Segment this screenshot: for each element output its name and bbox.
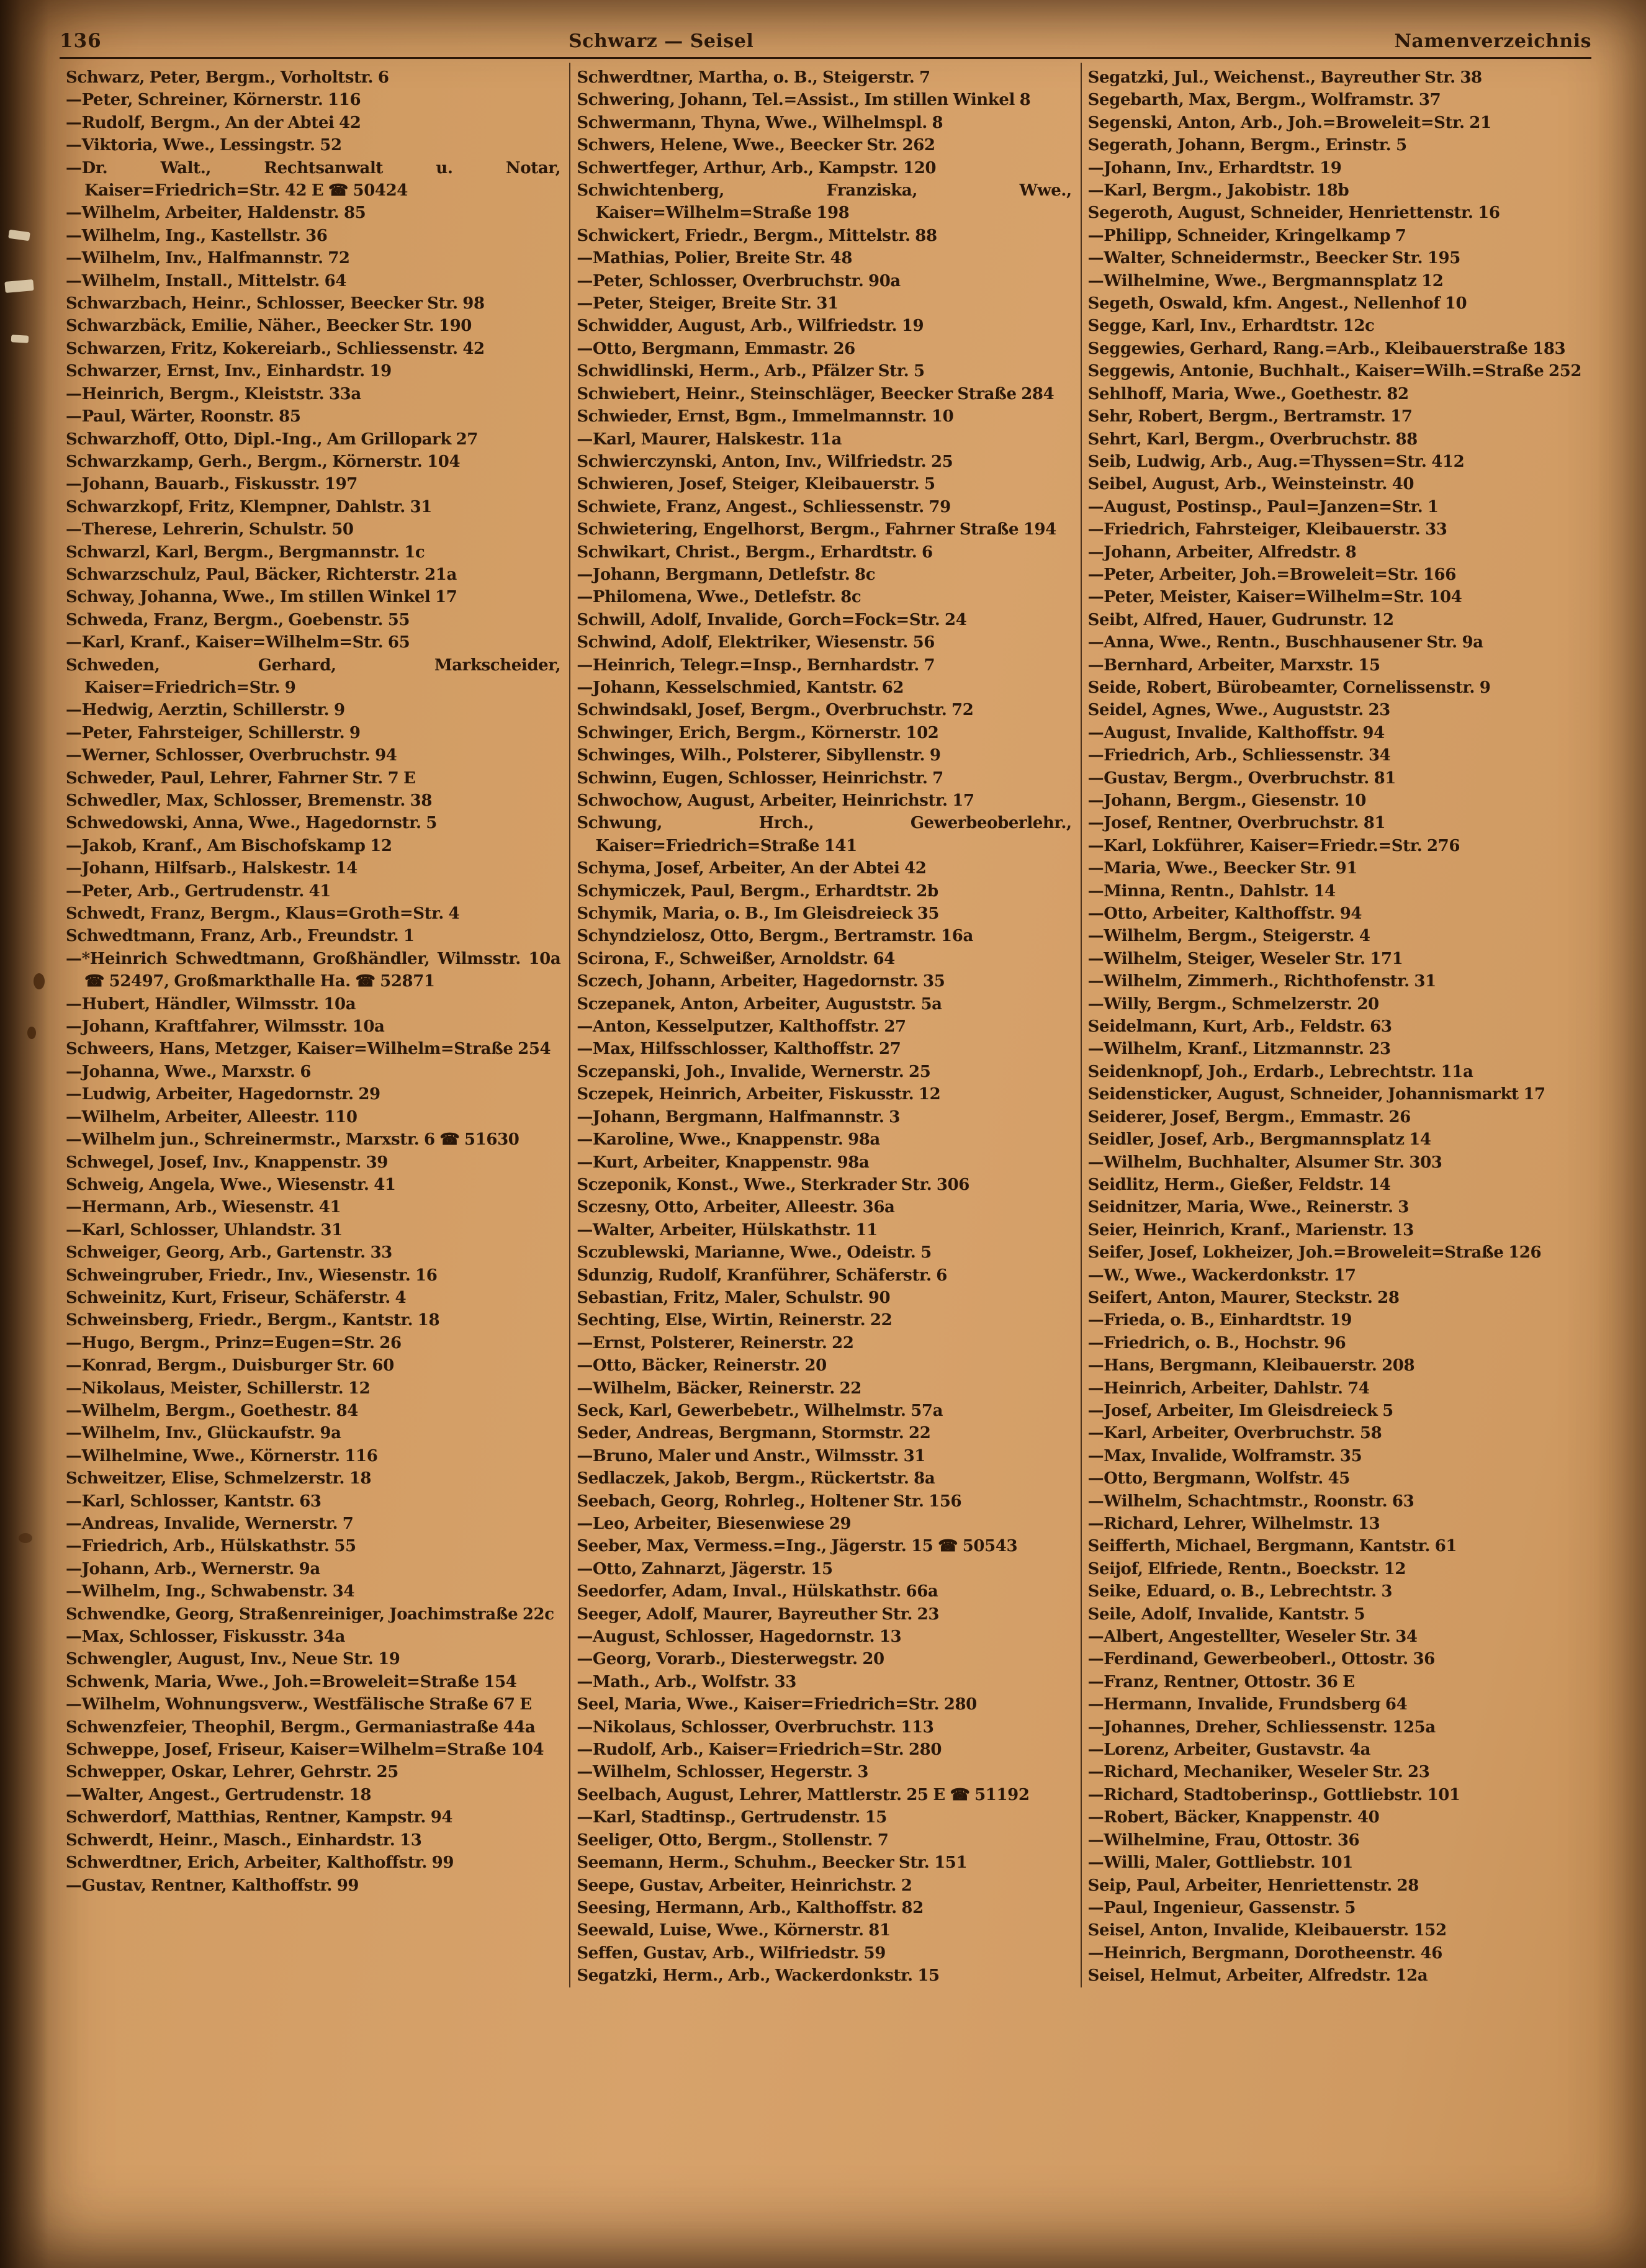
directory-entry: Schwarzen, Fritz, Kokereiarb., Schliessenstr. 42: [66, 339, 485, 358]
directory-entry: —Maria, Wwe., Beecker Str. 91: [1087, 859, 1358, 878]
directory-entry: Sehlhoff, Maria, Wwe., Goethestr. 82: [1087, 384, 1409, 403]
directory-entry: Schway, Johanna, Wwe., Im stillen Winkel 17: [66, 588, 457, 607]
directory-entry: —Otto, Zahnarzt, Jägerstr. 15: [577, 1559, 833, 1578]
directory-entry: —Willi, Maler, Gottliebstr. 101: [1087, 1853, 1353, 1873]
directory-entry: Seggewis, Antonie, Buchhalt., Kaiser=Wilh.=Straße 252: [1087, 362, 1582, 381]
directory-entry: —Hermann, Invalide, Frundsberg 64: [1087, 1695, 1408, 1714]
directory-entry: Schymiczek, Paul, Bergm., Erhardtstr. 2b: [577, 881, 938, 901]
directory-entry: Sczublewski, Marianne, Wwe., Odeistr. 5: [577, 1243, 932, 1262]
directory-entry: Seeber, Max, Vermess.=Ing., Jägerstr. 15 ☎ 50543: [577, 1537, 1018, 1556]
directory-entry: Schweppe, Josef, Friseur, Kaiser=Wilhelm=Straße 104: [66, 1740, 544, 1760]
directory-entry: Schwedtmann, Franz, Arb., Freundstr. 1: [66, 927, 415, 946]
directory-entry: Sebastian, Fritz, Maler, Schulstr. 90: [577, 1288, 891, 1307]
directory-entry: —Josef, Rentner, Overbruchstr. 81: [1087, 814, 1386, 833]
directory-entry: Schwochow, August, Arbeiter, Heinrichstr. 17: [577, 791, 974, 810]
directory-entry: —Johann, Bergm., Giesenstr. 10: [1087, 791, 1366, 810]
directory-entry: —Johann, Bergmann, Detlefstr. 8c: [577, 565, 876, 584]
directory-entry: Schwarzhoff, Otto, Dipl.-Ing., Am Grillopark 27: [66, 430, 478, 449]
directory-entry: —Peter, Schreiner, Körnerstr. 116: [66, 91, 361, 110]
directory-entry: —Frieda, o. B., Einhardtstr. 19: [1087, 1311, 1352, 1330]
directory-entry: —Karl, Kranf., Kaiser=Wilhelm=Str. 65: [66, 633, 410, 652]
directory-entry: Seidlitz, Herm., Gießer, Feldstr. 14: [1087, 1175, 1391, 1194]
directory-entry: Schweers, Hans, Metzger, Kaiser=Wilhelm=Straße 254: [66, 1040, 551, 1059]
directory-entry: Seeger, Adolf, Maurer, Bayreuther Str. 23: [577, 1604, 940, 1624]
directory-entry: Schweda, Franz, Bergm., Goebenstr. 55: [66, 610, 410, 629]
directory-entry: Seile, Adolf, Invalide, Kantstr. 5: [1087, 1604, 1365, 1624]
directory-entry: Seidel, Agnes, Wwe., Auguststr. 23: [1087, 701, 1390, 720]
directory-entry: Schwill, Adolf, Invalide, Gorch=Fock=Str. 24: [577, 610, 967, 629]
directory-entry: Schwerdtner, Martha, o. B., Steigerstr. 7: [577, 68, 930, 87]
directory-entry: —Karl, Schlosser, Uhlandstr. 31: [66, 1220, 343, 1240]
directory-entry: Sczepanek, Anton, Arbeiter, Auguststr. 5a: [577, 994, 942, 1014]
directory-entry: Segatzki, Jul., Weichenst., Bayreuther Str. 38: [1087, 68, 1482, 87]
directory-entry: Schwiebert, Heinr., Steinschläger, Beecker Straße 284: [577, 384, 1055, 403]
directory-entry: —Johann, Arbeiter, Alfredstr. 8: [1087, 542, 1357, 562]
directory-entry: Seffen, Gustav, Arb., Wilfriedstr. 59: [577, 1943, 886, 1963]
directory-entry: —Wilhelm, Bergm., Steigerstr. 4: [1087, 927, 1370, 946]
directory-entry: Segeth, Oswald, kfm. Angest., Nellenhof 10: [1087, 294, 1467, 313]
directory-entry: Schwietering, Engelhorst, Bergm., Fahrner Straße 194: [577, 520, 1056, 539]
directory-column-2: [569, 63, 1080, 1987]
directory-entry: —Paul, Ingenieur, Gassenstr. 5: [1087, 1898, 1356, 1917]
directory-entry: —Wilhelmine, Wwe., Körnerstr. 116: [66, 1446, 378, 1465]
directory-entry: Seiderer, Josef, Bergm., Emmastr. 26: [1087, 1107, 1411, 1127]
directory-entry: —Anna, Wwe., Rentn., Buschhausener Str. 9a: [1087, 633, 1483, 652]
directory-entry: Seidnitzer, Maria, Wwe., Reinerstr. 3: [1087, 1198, 1409, 1217]
directory-entry: Seepe, Gustav, Arbeiter, Heinrichstr. 2: [577, 1876, 912, 1895]
directory-entry: —August, Postinsp., Paul=Janzen=Str. 1: [1087, 497, 1439, 516]
directory-entry: Schwering, Johann, Tel.=Assist., Im stillen Winkel 8: [577, 91, 1031, 110]
directory-entry: Schweitzer, Elise, Schmelzerstr. 18: [66, 1469, 372, 1488]
directory-entry: —Otto, Arbeiter, Kalthoffstr. 94: [1087, 904, 1362, 924]
directory-entry: —Johann, Kesselschmied, Kantstr. 62: [577, 678, 904, 697]
directory-entry: Seibt, Alfred, Hauer, Gudrunstr. 12: [1087, 610, 1394, 629]
directory-entry: Seidelmann, Kurt, Arb., Feldstr. 63: [1087, 1017, 1392, 1037]
directory-entry: —Johanna, Wwe., Marxstr. 6: [66, 1062, 312, 1081]
directory-entry: Seggewies, Gerhard, Rang.=Arb., Kleibauerstraße 183: [1087, 339, 1566, 358]
directory-entry: Sechting, Else, Wirtin, Reinerstr. 22: [577, 1311, 893, 1330]
directory-entry: —Heinrich, Bergmann, Dorotheenstr. 46: [1087, 1943, 1442, 1963]
directory-entry: Segerath, Johann, Bergm., Erinstr. 5: [1087, 136, 1407, 155]
directory-entry: Schwarzkamp, Gerh., Bergm., Körnerstr. 104: [66, 452, 461, 471]
directory-entry: —Max, Hilfsschlosser, Kalthoffstr. 27: [577, 1040, 901, 1059]
directory-entry: —Mathias, Polier, Breite Str. 48: [577, 249, 853, 268]
directory-entry: Schwinger, Erich, Bergm., Körnerstr. 102: [577, 723, 939, 742]
directory-entry: —Philipp, Schneider, Kringelkamp 7: [1087, 226, 1406, 245]
directory-entry: Segge, Karl, Inv., Erhardtstr. 12c: [1087, 317, 1375, 336]
directory-entry: —Wilhelm, Arbeiter, Alleestr. 110: [66, 1107, 358, 1127]
directory-entry: —Friedrich, Fahrsteiger, Kleibauerstr. 33: [1087, 520, 1447, 539]
directory-entry: Seisel, Helmut, Arbeiter, Alfredstr. 12a: [1087, 1966, 1428, 1986]
directory-entry: —Johann, Hilfsarb., Halskestr. 14: [66, 859, 358, 878]
directory-entry: —Paul, Wärter, Roonstr. 85: [66, 407, 301, 426]
directory-entry: —Georg, Vorarb., Diesterwegstr. 20: [577, 1650, 884, 1669]
directory-entry: Schweden, Gerhard, Markscheider, Kaiser=Friedrich=Str. 9: [66, 655, 561, 697]
directory-entry: —Rudolf, Bergm., An der Abtei 42: [66, 113, 361, 132]
directory-entry: —Josef, Arbeiter, Im Gleisdreieck 5: [1087, 1401, 1393, 1420]
directory-entry: Schwinges, Wilh., Polsterer, Sibyllenstr. 9: [577, 746, 941, 765]
directory-entry: Seeliger, Otto, Bergm., Stollenstr. 7: [577, 1830, 889, 1850]
directory-entry: —Karl, Maurer, Halskestr. 11a: [577, 430, 842, 449]
directory-entry: Seesing, Hermann, Arb., Kalthoffstr. 82: [577, 1898, 924, 1917]
directory-entry: —Hugo, Bergm., Prinz=Eugen=Str. 26: [66, 1333, 402, 1352]
directory-entry: Seebach, Georg, Rohrleg., Holtener Str. 156: [577, 1492, 962, 1511]
page-title: Schwarz — Seisel: [568, 30, 754, 52]
directory-entry: —Robert, Bäcker, Knappenstr. 40: [1087, 1808, 1380, 1827]
directory-entry: Sedlaczek, Jakob, Bergm., Rückertstr. 8a: [577, 1469, 935, 1488]
directory-entry: Segatzki, Herm., Arb., Wackerdonkstr. 15: [577, 1966, 940, 1986]
directory-entry: —Karl, Arbeiter, Overbruchstr. 58: [1087, 1424, 1382, 1443]
directory-entry: —Wilhelm, Steiger, Weseler Str. 171: [1087, 949, 1403, 968]
directory-entry: —Philomena, Wwe., Detlefstr. 8c: [577, 588, 861, 607]
directory-entry: —Hermann, Arb., Wiesenstr. 41: [66, 1198, 341, 1217]
directory-column-3: [1081, 63, 1591, 1987]
directory-entry: —Karoline, Wwe., Knappenstr. 98a: [577, 1130, 880, 1150]
directory-entry: —Wilhelm, Wohnungsverw., Westfälische Straße 67 E: [66, 1695, 532, 1714]
directory-entry: —Albert, Angestellter, Weseler Str. 34: [1087, 1627, 1418, 1647]
directory-entry: Schwarzl, Karl, Bergm., Bergmannstr. 1c: [66, 542, 425, 562]
directory-entry: Seemann, Herm., Schuhm., Beecker Str. 151: [577, 1853, 968, 1873]
directory-entry: Schwieren, Josef, Steiger, Kleibauerstr. 5: [577, 475, 935, 494]
directory-entry: Schweinsberg, Friedr., Bergm., Kantstr. 18: [66, 1311, 440, 1330]
directory-entry: Schwenzfeier, Theophil, Bergm., Germaniastraße 44a: [66, 1717, 536, 1737]
directory-entry: Seder, Andreas, Bergmann, Stormstr. 22: [577, 1424, 931, 1443]
directory-entry: —August, Schlosser, Hagedornstr. 13: [577, 1627, 902, 1647]
directory-entry: Schwermann, Thyna, Wwe., Wilhelmspl. 8: [577, 113, 943, 132]
directory-entry: —Wilhelm, Inv., Glückaufstr. 9a: [66, 1424, 341, 1443]
directory-entry: Schwedowski, Anna, Wwe., Hagedornstr. 5: [66, 814, 437, 833]
directory-entry: Sczech, Johann, Arbeiter, Hagedornstr. 35: [577, 972, 945, 991]
directory-entry: —Richard, Mechaniker, Weseler Str. 23: [1087, 1763, 1430, 1782]
directory-entry: Schweingruber, Friedr., Inv., Wiesenstr. 16: [66, 1266, 438, 1285]
directory-entry: Schweiger, Georg, Arb., Gartenstr. 33: [66, 1243, 392, 1262]
directory-entry: Sehr, Robert, Bergm., Bertramstr. 17: [1087, 407, 1413, 426]
directory-entry: Schwarz, Peter, Bergm., Vorholtstr. 6: [66, 68, 389, 87]
page-header: [60, 30, 1591, 59]
directory-entry: Seewald, Luise, Wwe., Körnerstr. 81: [577, 1921, 891, 1940]
directory-entry: —Jakob, Kranf., Am Bischofskamp 12: [66, 836, 392, 855]
directory-entry: Schwinn, Eugen, Schlosser, Heinrichstr. 7: [577, 768, 943, 788]
directory-entry: —Richard, Stadtoberinsp., Gottliebstr. 101: [1087, 1785, 1460, 1804]
directory-entry: —Nikolaus, Meister, Schillerstr. 12: [66, 1379, 371, 1398]
directory-entry: Schwind, Adolf, Elektriker, Wiesenstr. 56: [577, 633, 935, 652]
directory-entry: —Karl, Lokführer, Kaiser=Friedr.=Str. 276: [1087, 836, 1460, 855]
directory-entry: —Willy, Bergm., Schmelzerstr. 20: [1087, 994, 1379, 1014]
directory-entry: Seike, Eduard, o. B., Lebrechtstr. 3: [1087, 1582, 1393, 1601]
directory-entry: Schyndzielosz, Otto, Bergm., Bertramstr. 16a: [577, 927, 973, 946]
directory-entry: Seidenknopf, Joh., Erdarb., Lebrechtstr. 11a: [1087, 1062, 1473, 1081]
directory-entry: —Wilhelm, Ing., Schwabenstr. 34: [66, 1582, 355, 1601]
directory-entry: Seifferth, Michael, Bergmann, Kantstr. 61: [1087, 1537, 1457, 1556]
directory-entry: Seck, Karl, Gewerbebetr., Wilhelmstr. 57a: [577, 1401, 943, 1420]
directory-entry: —Johannes, Dreher, Schliessenstr. 125a: [1087, 1717, 1436, 1737]
directory-entry: —Viktoria, Wwe., Lessingstr. 52: [66, 136, 342, 155]
directory-entry: Schwikart, Christ., Bergm., Erhardtstr. 6: [577, 542, 933, 562]
directory-entry: —Johann, Arb., Wernerstr. 9a: [66, 1559, 320, 1578]
directory-entry: Sczesny, Otto, Arbeiter, Alleestr. 36a: [577, 1198, 895, 1217]
directory-entry: —Gustav, Rentner, Kalthoffstr. 99: [66, 1876, 359, 1895]
directory-entry: Schwidlinski, Herm., Arb., Pfälzer Str. 5: [577, 362, 925, 381]
directory-entry: —Otto, Bäcker, Reinerstr. 20: [577, 1356, 827, 1375]
directory-entry: —Otto, Bergmann, Emmastr. 26: [577, 339, 855, 358]
directory-entry: —Max, Invalide, Wolframstr. 35: [1087, 1446, 1362, 1465]
directory-entry: —Bruno, Maler und Anstr., Wilmsstr. 31: [577, 1446, 925, 1465]
directory-entry: Seedorfer, Adam, Inval., Hülskathstr. 66a: [577, 1582, 938, 1601]
directory-entry: Schyma, Josef, Arbeiter, An der Abtei 42: [577, 859, 927, 878]
directory-entry: Seib, Ludwig, Arb., Aug.=Thyssen=Str. 412: [1087, 452, 1465, 471]
directory-entry: —Werner, Schlosser, Overbruchstr. 94: [66, 746, 397, 765]
directory-entry: Seelbach, August, Lehrer, Mattlerstr. 25 E ☎ 51192: [577, 1785, 1030, 1804]
directory-entry: Scirona, F., Schweißer, Arnoldstr. 64: [577, 949, 895, 968]
directory-entry: —Ludwig, Arbeiter, Hagedornstr. 29: [66, 1085, 380, 1104]
section-title: Namenverzeichnis: [1394, 30, 1591, 52]
ink-stain: [34, 973, 45, 989]
directory-entry: —Leo, Arbeiter, Biesenwiese 29: [577, 1514, 852, 1533]
directory-entry: —Heinrich, Bergm., Kleiststr. 33a: [66, 384, 361, 403]
directory-entry: —Bernhard, Arbeiter, Marxstr. 15: [1087, 655, 1380, 675]
directory-entry: —Wilhelm, Buchhalter, Alsumer Str. 303: [1087, 1153, 1442, 1172]
directory-entry: Schwiete, Franz, Angest., Schliessenstr. 79: [577, 497, 951, 516]
directory-entry: —Friedrich, Arb., Schliessenstr. 34: [1087, 746, 1391, 765]
directory-entry: —Wilhelm, Install., Mittelstr. 64: [66, 271, 347, 290]
directory-entry: —Lorenz, Arbeiter, Gustavstr. 4a: [1087, 1740, 1371, 1760]
directory-entry: —Hubert, Händler, Wilmsstr. 10a: [66, 994, 356, 1014]
directory-entry: Schwers, Helene, Wwe., Beecker Str. 262: [577, 136, 935, 155]
directory-entry: —Richard, Lehrer, Wilhelmstr. 13: [1087, 1514, 1380, 1533]
directory-entry: —Math., Arb., Wolfstr. 33: [577, 1672, 796, 1691]
directory-entry: —Karl, Bergm., Jakobistr. 18b: [1087, 181, 1349, 200]
directory-entry: —Peter, Fahrsteiger, Schillerstr. 9: [66, 723, 361, 742]
directory-entry: —Johann, Bauarb., Fiskusstr. 197: [66, 475, 358, 494]
directory-entry: —Hans, Bergmann, Kleibauerstr. 208: [1087, 1356, 1415, 1375]
ink-stain: [27, 1027, 36, 1039]
directory-entry: —Konrad, Bergm., Duisburger Str. 60: [66, 1356, 394, 1375]
directory-entry: —Nikolaus, Schlosser, Overbruchstr. 113: [577, 1717, 934, 1737]
directory-entry: —Ernst, Polsterer, Reinerstr. 22: [577, 1333, 854, 1352]
directory-entry: Schwierczynski, Anton, Inv., Wilfriedstr. 25: [577, 452, 953, 471]
directory-entry: —Peter, Schlosser, Overbruchstr. 90a: [577, 271, 901, 290]
directory-entry: —*Heinrich Schwedtmann, Großhändler, Wilmsstr. 10a ☎ 52497, Großmarkthalle Ha. ☎ 52871: [66, 949, 561, 991]
directory-entry: Seip, Paul, Arbeiter, Henriettenstr. 28: [1087, 1876, 1419, 1895]
directory-entry: —Wilhelm, Arbeiter, Haldenstr. 85: [66, 204, 366, 223]
directory-entry: Schwidder, August, Arb., Wilfriedstr. 19: [577, 317, 924, 336]
directory-entry: Sczepek, Heinrich, Arbeiter, Fiskusstr. 12: [577, 1085, 941, 1104]
directory-entry: Seidler, Josef, Arb., Bergmannsplatz 14: [1087, 1130, 1431, 1150]
directory-entry: Schwarzer, Ernst, Inv., Einhardstr. 19: [66, 362, 392, 381]
directory-entry: —Walter, Arbeiter, Hülskathstr. 11: [577, 1220, 878, 1240]
directory-entry: —Heinrich, Arbeiter, Dahlstr. 74: [1087, 1379, 1370, 1398]
directory-entry: Seifert, Anton, Maurer, Steckstr. 28: [1087, 1288, 1400, 1307]
directory-entry: —Wilhelm, Zimmerh., Richthofenstr. 31: [1087, 972, 1436, 991]
directory-entry: Segebarth, Max, Bergm., Wolframstr. 37: [1087, 91, 1441, 110]
directory-entry: Schwendke, Georg, Straßenreiniger, Joachimstraße 22c: [66, 1604, 554, 1624]
directory-entry: Schwegel, Josef, Inv., Knappenstr. 39: [66, 1153, 388, 1172]
directory-entry: —Karl, Stadtinsp., Gertrudenstr. 15: [577, 1808, 887, 1827]
directory-entry: Schymik, Maria, o. B., Im Gleisdreieck 35: [577, 904, 940, 924]
directory-entry: Seibel, August, Arb., Weinsteinstr. 40: [1087, 475, 1414, 494]
directory-entry: Schwerdorf, Matthias, Rentner, Kampstr. 94: [66, 1808, 453, 1827]
directory-entry: —Wilhelm, Ing., Kastellstr. 36: [66, 226, 328, 245]
directory-entry: Schwerdtner, Erich, Arbeiter, Kalthoffstr. 99: [66, 1853, 454, 1873]
directory-entry: —Dr. Walt., Rechtsanwalt u. Notar, Kaiser=Friedrich=Str. 42 E ☎ 50424: [66, 158, 561, 200]
directory-entry: —W., Wwe., Wackerdonkstr. 17: [1087, 1266, 1356, 1285]
directory-entry: —Peter, Steiger, Breite Str. 31: [577, 294, 839, 313]
directory-entry: Seidensticker, August, Schneider, Johannismarkt 17: [1087, 1085, 1545, 1104]
directory-entry: —Ferdinand, Gewerbeoberl., Ottostr. 36: [1087, 1650, 1435, 1669]
directory-entry: Schwertfeger, Arthur, Arb., Kampstr. 120: [577, 158, 937, 178]
directory-entry: Schwedt, Franz, Bergm., Klaus=Groth=Str. 4: [66, 904, 460, 924]
directory-entry: —Kurt, Arbeiter, Knappenstr. 98a: [577, 1153, 870, 1172]
directory-entry: —Johann, Kraftfahrer, Wilmsstr. 10a: [66, 1017, 385, 1037]
directory-entry: Sczeponik, Konst., Wwe., Sterkrader Str. 306: [577, 1175, 969, 1194]
directory-entry: Schwichtenberg, Franziska, Wwe., Kaiser=Wilhelm=Straße 198: [577, 181, 1072, 223]
directory-entry: —Heinrich, Telegr.=Insp., Bernhardstr. 7: [577, 655, 935, 675]
directory-entry: —Anton, Kesselputzer, Kalthoffstr. 27: [577, 1017, 906, 1037]
directory-entry: —Otto, Bergmann, Wolfstr. 45: [1087, 1469, 1350, 1488]
directory-entry: —Wilhelm, Schlosser, Hegerstr. 3: [577, 1763, 869, 1782]
directory-entry: Schwerdt, Heinr., Masch., Einhardstr. 13: [66, 1830, 422, 1850]
directory-entry: Schwickert, Friedr., Bergm., Mittelstr. 88: [577, 226, 937, 245]
directory-entry: —Peter, Arbeiter, Joh.=Broweleit=Str. 166: [1087, 565, 1456, 584]
directory-entry: —Walter, Schneidermstr., Beecker Str. 195: [1087, 249, 1460, 268]
directory-entry: —Max, Schlosser, Fiskusstr. 34a: [66, 1627, 345, 1647]
directory-entry: —Friedrich, Arb., Hülskathstr. 55: [66, 1537, 356, 1556]
directory-entry: Schwedler, Max, Schlosser, Bremenstr. 38: [66, 791, 433, 810]
directory-entry: —Franz, Rentner, Ottostr. 36 E: [1087, 1672, 1355, 1691]
directory-entry: —Rudolf, Arb., Kaiser=Friedrich=Str. 280: [577, 1740, 942, 1760]
directory-entry: Seifer, Josef, Lokheizer, Joh.=Broweleit=Straße 126: [1087, 1243, 1542, 1262]
directory-entry: Segeroth, August, Schneider, Henriettenstr. 16: [1087, 204, 1500, 223]
directory-entry: Schwengler, August, Inv., Neue Str. 19: [66, 1650, 400, 1669]
directory-entry: Sczepanski, Joh., Invalide, Wernerstr. 25: [577, 1062, 931, 1081]
directory-entry: —Wilhelmine, Frau, Ottostr. 36: [1087, 1830, 1360, 1850]
directory-entry: Seijof, Elfriede, Rentn., Boeckstr. 12: [1087, 1559, 1406, 1578]
directory-entry: —Gustav, Bergm., Overbruchstr. 81: [1087, 768, 1396, 788]
directory-entry: —Johann, Bergmann, Halfmannstr. 3: [577, 1107, 900, 1127]
directory-entry: Seier, Heinrich, Kranf., Marienstr. 13: [1087, 1220, 1414, 1240]
directory-entry: —Wilhelm, Kranf., Litzmannstr. 23: [1087, 1040, 1391, 1059]
directory-entry: —Friedrich, o. B., Hochstr. 96: [1087, 1333, 1346, 1352]
directory-entry: Seisel, Anton, Invalide, Kleibauerstr. 152: [1087, 1921, 1447, 1940]
directory-entry: —Walter, Angest., Gertrudenstr. 18: [66, 1785, 372, 1804]
ink-stain: [19, 1533, 32, 1543]
directory-entry: Schwarzschulz, Paul, Bäcker, Richterstr. 21a: [66, 565, 457, 584]
paper-chip-mark: [11, 335, 29, 343]
directory-entry: Schweinitz, Kurt, Friseur, Schäferstr. 4: [66, 1288, 407, 1307]
directory-entry: —Hedwig, Aerztin, Schillerstr. 9: [66, 701, 345, 720]
directory-entry: Seel, Maria, Wwe., Kaiser=Friedrich=Str. 280: [577, 1695, 977, 1714]
directory-entry: —Andreas, Invalide, Wernerstr. 7: [66, 1514, 354, 1533]
directory-entry: —Wilhelm, Bergm., Goethestr. 84: [66, 1401, 358, 1420]
directory-entry: —Johann, Inv., Erhardtstr. 19: [1087, 158, 1342, 178]
directory-entry: Schwarzkopf, Fritz, Klempner, Dahlstr. 31: [66, 497, 432, 516]
directory-entry: Seide, Robert, Bürobeamter, Cornelissenstr. 9: [1087, 678, 1491, 697]
directory-entry: —Wilhelm, Bäcker, Reinerstr. 22: [577, 1379, 861, 1398]
directory-entry: Schweder, Paul, Lehrer, Fahrner Str. 7 E: [66, 768, 416, 788]
directory-column-1: [60, 63, 569, 1987]
directory-entry: —Wilhelm, Inv., Halfmannstr. 72: [66, 249, 350, 268]
directory-entry: Segenski, Anton, Arb., Joh.=Broweleit=Str. 21: [1087, 113, 1491, 132]
directory-entry: Schwindsakl, Josef, Bergm., Overbruchstr. 72: [577, 701, 974, 720]
directory-entry: Schweig, Angela, Wwe., Wiesenstr. 41: [66, 1175, 396, 1194]
directory-entry: —Peter, Arb., Gertrudenstr. 41: [66, 881, 331, 901]
directory-entry: —Wilhelmine, Wwe., Bergmannsplatz 12: [1087, 271, 1444, 290]
directory-entry: —Karl, Schlosser, Kantstr. 63: [66, 1492, 322, 1511]
directory-entry: Schwenk, Maria, Wwe., Joh.=Broweleit=Straße 154: [66, 1672, 517, 1691]
directory-entry: —Wilhelm, Schachtmstr., Roonstr. 63: [1087, 1492, 1414, 1511]
directory-entry: Schwepper, Oskar, Lehrer, Gehrstr. 25: [66, 1763, 398, 1782]
directory-entry: Sdunzig, Rudolf, Kranführer, Schäferstr. 6: [577, 1266, 947, 1285]
directory-entry: —August, Invalide, Kalthoffstr. 94: [1087, 723, 1385, 742]
directory-entry: —Minna, Rentn., Dahlstr. 14: [1087, 881, 1336, 901]
directory-entry: —Wilhelm jun., Schreinermstr., Marxstr. 6 ☎ 51630: [66, 1130, 519, 1150]
page-number: 136: [60, 30, 102, 52]
directory-entry: —Therese, Lehrerin, Schulstr. 50: [66, 520, 354, 539]
directory-entry: Schwung, Hrch., Gewerbeoberlehr., Kaiser=Friedrich=Straße 141: [577, 814, 1072, 855]
directory-entry: Schwarzbäck, Emilie, Näher., Beecker Str. 190: [66, 317, 472, 336]
directory-entry: Schwieder, Ernst, Bgm., Immelmannstr. 10: [577, 407, 954, 426]
directory-entry: —Peter, Meister, Kaiser=Wilhelm=Str. 104: [1087, 588, 1462, 607]
directory-entry: Schwarzbach, Heinr., Schlosser, Beecker Str. 98: [66, 294, 485, 313]
directory-entry: Sehrt, Karl, Bergm., Overbruchstr. 88: [1087, 430, 1418, 449]
directory-columns: [60, 63, 1591, 1987]
